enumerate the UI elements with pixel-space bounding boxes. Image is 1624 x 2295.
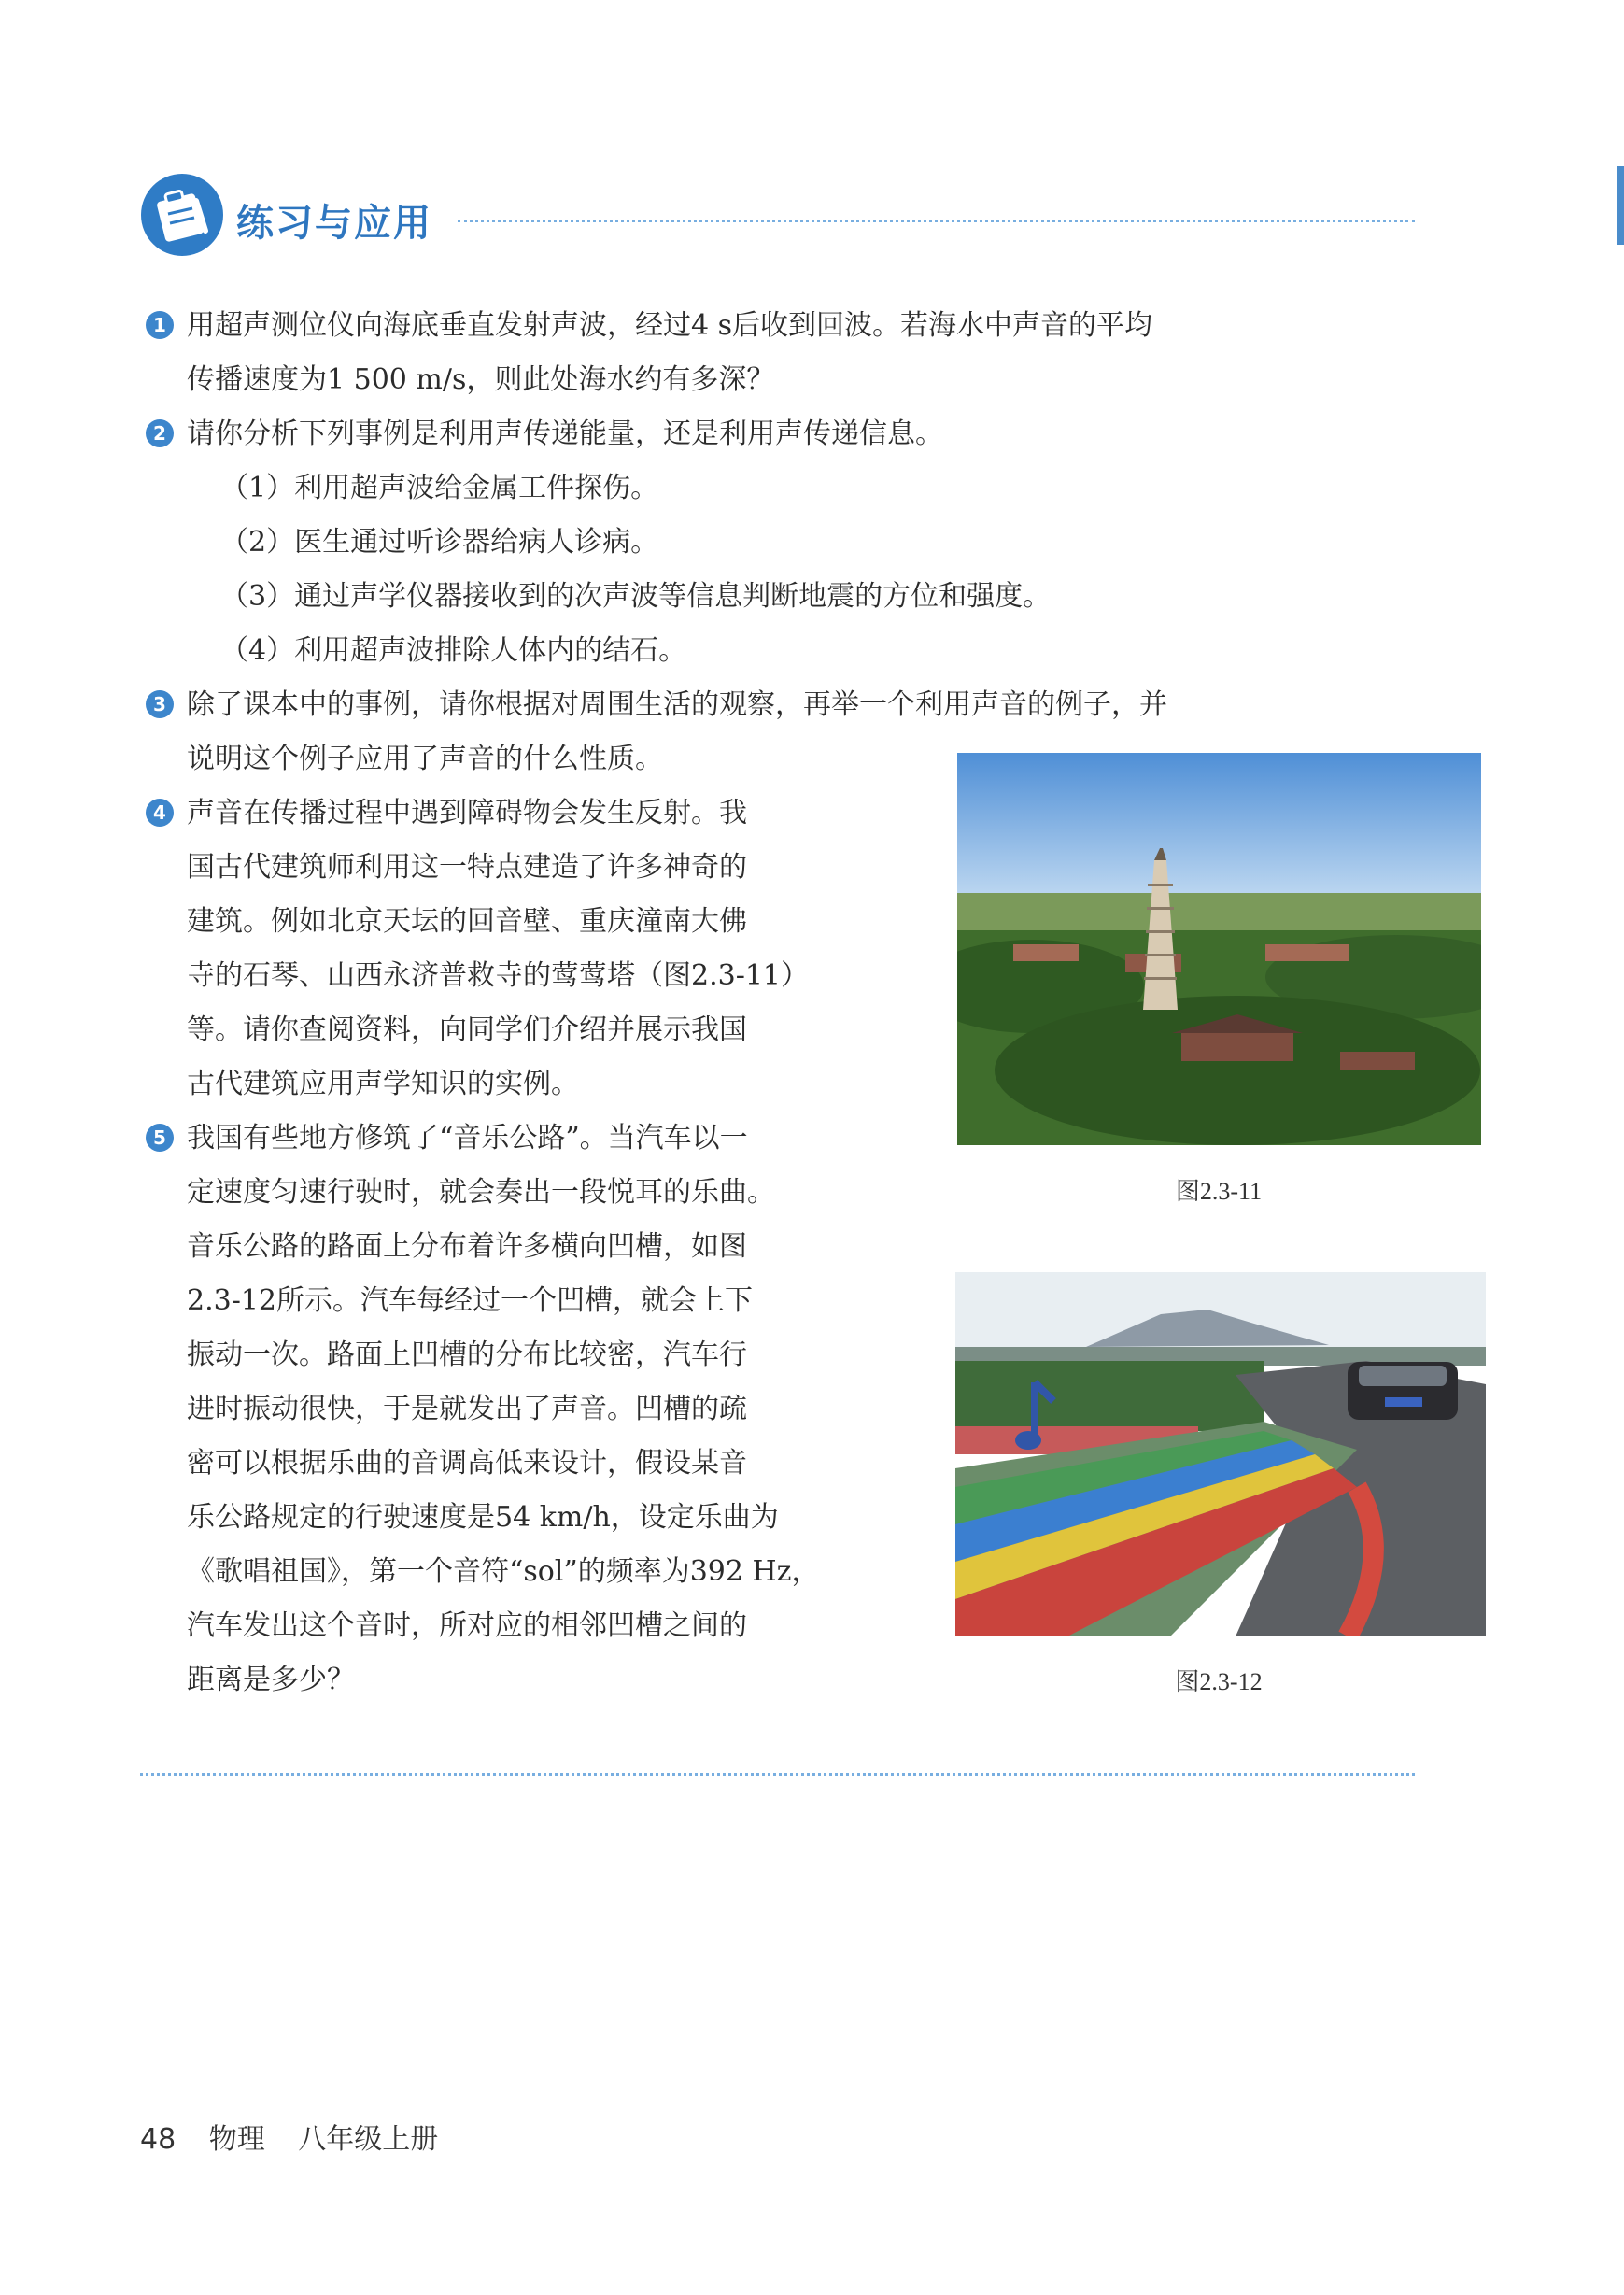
question-2-line-1: 2 请你分析下列事例是利用声传递能量，还是利用声传递信息。	[187, 407, 1391, 461]
question-4-line-5: 等。请你查阅资料，向同学们介绍并展示我国	[187, 1013, 747, 1046]
question-1-line-2: 传播速度为1 500 m/s，则此处海水约有多深？	[187, 363, 775, 396]
subject-name: 物理	[208, 2123, 265, 2156]
music-road-photo	[955, 1272, 1486, 1636]
question-4-line-2: 国古代建筑师利用这一特点建造了许多神奇的	[187, 851, 747, 884]
question-4-line-3: 建筑。例如北京天坛的回音壁、重庆潼南大佛	[187, 905, 747, 938]
question-number-badge: 4	[146, 799, 174, 827]
section-header	[140, 173, 1415, 266]
question-2-item-4: （4）利用超声波排除人体内的结石。	[220, 634, 687, 667]
question-5-line-3: 音乐公路的路面上分布着许多横向凹槽，如图	[187, 1230, 747, 1263]
question-4-line-1: 4 声音在传播过程中遇到障碍物会发生反射。我	[187, 786, 915, 841]
question-2-item-3: （3）通过声学仪器接收到的次声波等信息判断地震的方位和强度。	[220, 580, 1052, 613]
question-number-badge: 5	[146, 1124, 174, 1152]
question-4-line-6: 古代建筑应用声学知识的实例。	[187, 1068, 579, 1100]
question-5-line-1: 5 我国有些地方修筑了“音乐公路”。当汽车以一	[187, 1112, 915, 1166]
question-3-line-2: 说明这个例子应用了声音的什么性质。	[187, 743, 663, 775]
question-number-badge: 2	[146, 419, 174, 447]
page-edge-tab	[1617, 166, 1624, 245]
question-5-line-4: 2.3-12所示。汽车每经过一个凹槽，就会上下	[187, 1284, 754, 1317]
section-title: 练习与应用	[236, 202, 432, 245]
question-4-line-4: 寺的石琴、山西永济普救寺的莺莺塔（图2.3-11）	[187, 959, 810, 992]
question-5-line-10: 汽车发出这个音时，所对应的相邻凹槽之间的	[187, 1609, 747, 1642]
question-5-line-8: 乐公路规定的行驶速度是54 km/h，设定乐曲为	[187, 1501, 779, 1534]
grade-name: 八年级上册	[298, 2123, 439, 2156]
clipboard-pen-icon	[140, 173, 224, 257]
question-5-line-2: 定速度匀速行驶时，就会奏出一段悦耳的乐曲。	[187, 1176, 775, 1209]
page-number: 48	[140, 2123, 177, 2156]
question-5-line-5: 振动一次。路面上凹槽的分布比较密，汽车行	[187, 1339, 747, 1371]
question-5-line-6: 进时振动很快，于是就发出了声音。凹槽的疏	[187, 1393, 747, 1425]
question-2-item-2: （2）医生通过听诊器给病人诊病。	[220, 526, 659, 559]
figure-caption: 图2.3-12	[1175, 1668, 1263, 1695]
pagoda-photo	[957, 753, 1481, 1145]
bottom-divider	[140, 1773, 1415, 1776]
header-divider	[458, 220, 1415, 222]
question-5-line-9: 《歌唱祖国》，第一个音符“sol”的频率为392 Hz，	[187, 1555, 820, 1588]
question-2-item-1: （1）利用超声波给金属工件探伤。	[220, 472, 659, 504]
question-number-badge: 3	[146, 690, 174, 718]
page-footer	[140, 2116, 462, 2157]
question-5-line-7: 密可以根据乐曲的音调高低来设计，假设某音	[187, 1447, 747, 1480]
question-5-line-11: 距离是多少？	[187, 1664, 355, 1696]
question-number-badge: 1	[146, 311, 174, 339]
figure-caption: 图2.3-11	[1175, 1178, 1263, 1205]
question-1-line-1: 1 用超声测位仪向海底垂直发射声波，经过4 s后收到回波。若海水中声音的平均	[187, 299, 1391, 353]
question-3-line-1: 3 除了课本中的事例，请你根据对周围生活的观察，再举一个利用声音的例子，并	[187, 678, 1391, 732]
